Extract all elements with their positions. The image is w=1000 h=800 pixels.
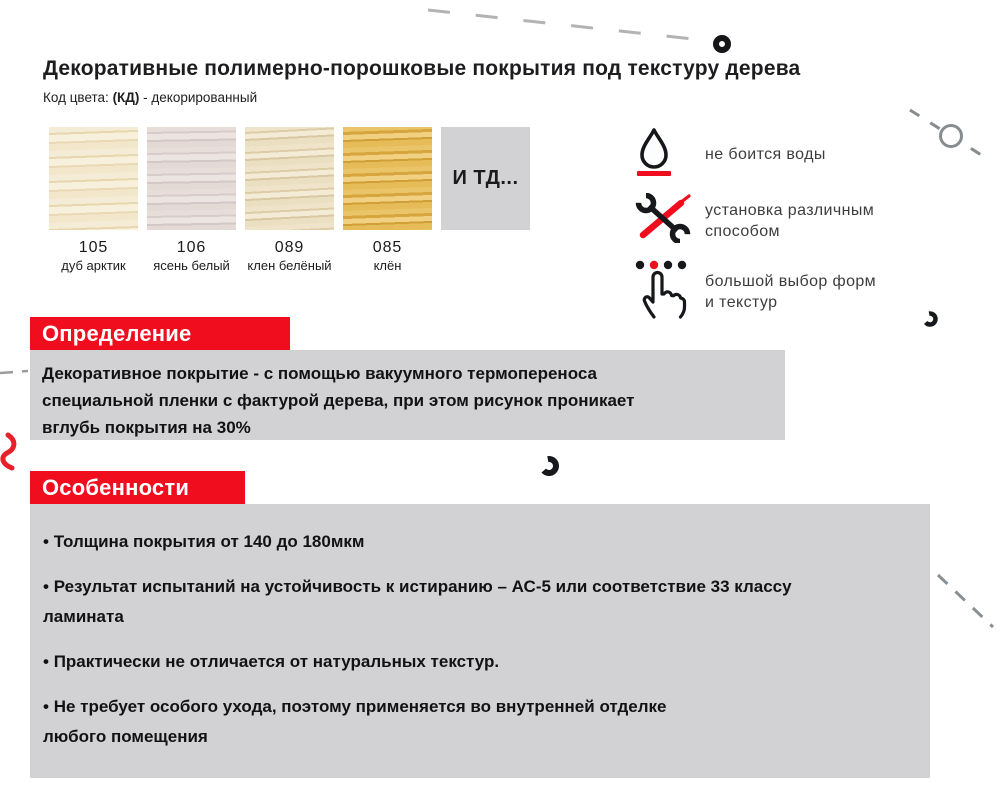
swatch-item-085 xyxy=(343,127,432,273)
swatch-code: 085 xyxy=(372,239,403,256)
swatch-item-etc xyxy=(441,127,530,273)
feature-bullet xyxy=(43,527,902,557)
touch-choice-icon xyxy=(633,258,705,325)
bullet-line: • Не требует особого ухода, поэтому применяется во внутренней отделке xyxy=(43,692,743,722)
feature-line: не боится воды xyxy=(705,146,826,163)
bullet-line: • Практически не отличается от натуральных текстур. xyxy=(43,647,902,677)
wood-texture-image-106 xyxy=(147,127,236,230)
black-donut-dot xyxy=(716,38,728,50)
bullet-line: • Толщина покрытия от 140 до 180мкм xyxy=(43,527,902,557)
feature-bullet xyxy=(43,647,902,677)
etc-chip xyxy=(441,127,530,230)
corner-dashed-line xyxy=(938,575,993,627)
feature-choice xyxy=(633,258,963,325)
definition-line: Декоративное покрытие - с помощью вакуумного термопереноса xyxy=(42,364,597,383)
swatch-code: 106 xyxy=(176,239,207,256)
feature-line: и текстур xyxy=(705,293,778,311)
feature-icon-list xyxy=(633,126,963,335)
page-title: Декоративные полимерно-порошковые покрытия под текстуру дерева xyxy=(43,57,801,80)
features-text-box xyxy=(30,504,930,778)
color-code-note xyxy=(43,90,257,105)
left-dashes xyxy=(0,371,28,373)
wood-texture-image-105 xyxy=(49,127,138,230)
feature-line: большой выбор форм xyxy=(705,272,877,290)
comma-large xyxy=(541,458,557,474)
code-prefix: Код цвета: xyxy=(43,90,113,105)
swatch-item-105 xyxy=(49,127,138,273)
features-heading-banner: Особенности xyxy=(30,471,245,504)
wood-texture-image-085 xyxy=(343,127,432,230)
feature-install xyxy=(633,193,963,248)
swatch-name: клен белёный xyxy=(247,258,332,273)
feature-water xyxy=(633,126,963,183)
top-dashed-line xyxy=(428,10,702,40)
bullet-line: любого помещения xyxy=(43,727,208,746)
swatch-name: клён xyxy=(373,258,402,273)
swatch-row xyxy=(49,127,530,273)
water-drop-icon xyxy=(633,126,705,183)
feature-label xyxy=(705,200,874,242)
etc-label: И ТД... xyxy=(452,167,519,189)
wood-texture-image-089 xyxy=(245,127,334,230)
red-squiggle xyxy=(3,435,14,468)
swatch-code: 105 xyxy=(78,239,109,256)
swatch-name: ясень белый xyxy=(153,258,230,273)
code-value: (КД) xyxy=(112,90,140,105)
definition-line: специальной пленки с фактурой дерева, при этом рисунок проникает xyxy=(42,391,635,410)
feature-label xyxy=(705,144,826,165)
tools-icon xyxy=(633,193,705,248)
swatch-item-106 xyxy=(147,127,236,273)
feature-line: способом xyxy=(705,222,780,240)
code-suffix: - декорированный xyxy=(139,90,258,105)
feature-line: установка различным xyxy=(705,201,875,219)
feature-bullet xyxy=(43,692,743,752)
definition-heading-banner: Определение xyxy=(30,317,290,350)
definition-text-box xyxy=(30,350,785,440)
feature-label xyxy=(705,271,876,313)
swatch-name: дуб арктик xyxy=(61,258,126,273)
feature-bullet xyxy=(43,572,843,632)
definition-line: вглубь покрытия на 30% xyxy=(42,418,251,437)
bullet-line: ламината xyxy=(43,607,124,626)
bullet-line: • Результат испытаний на устойчивость к истиранию – АС-5 или соответствие 33 классу xyxy=(43,572,843,602)
swatch-code: 089 xyxy=(274,239,305,256)
swatch-item-089 xyxy=(245,127,334,273)
